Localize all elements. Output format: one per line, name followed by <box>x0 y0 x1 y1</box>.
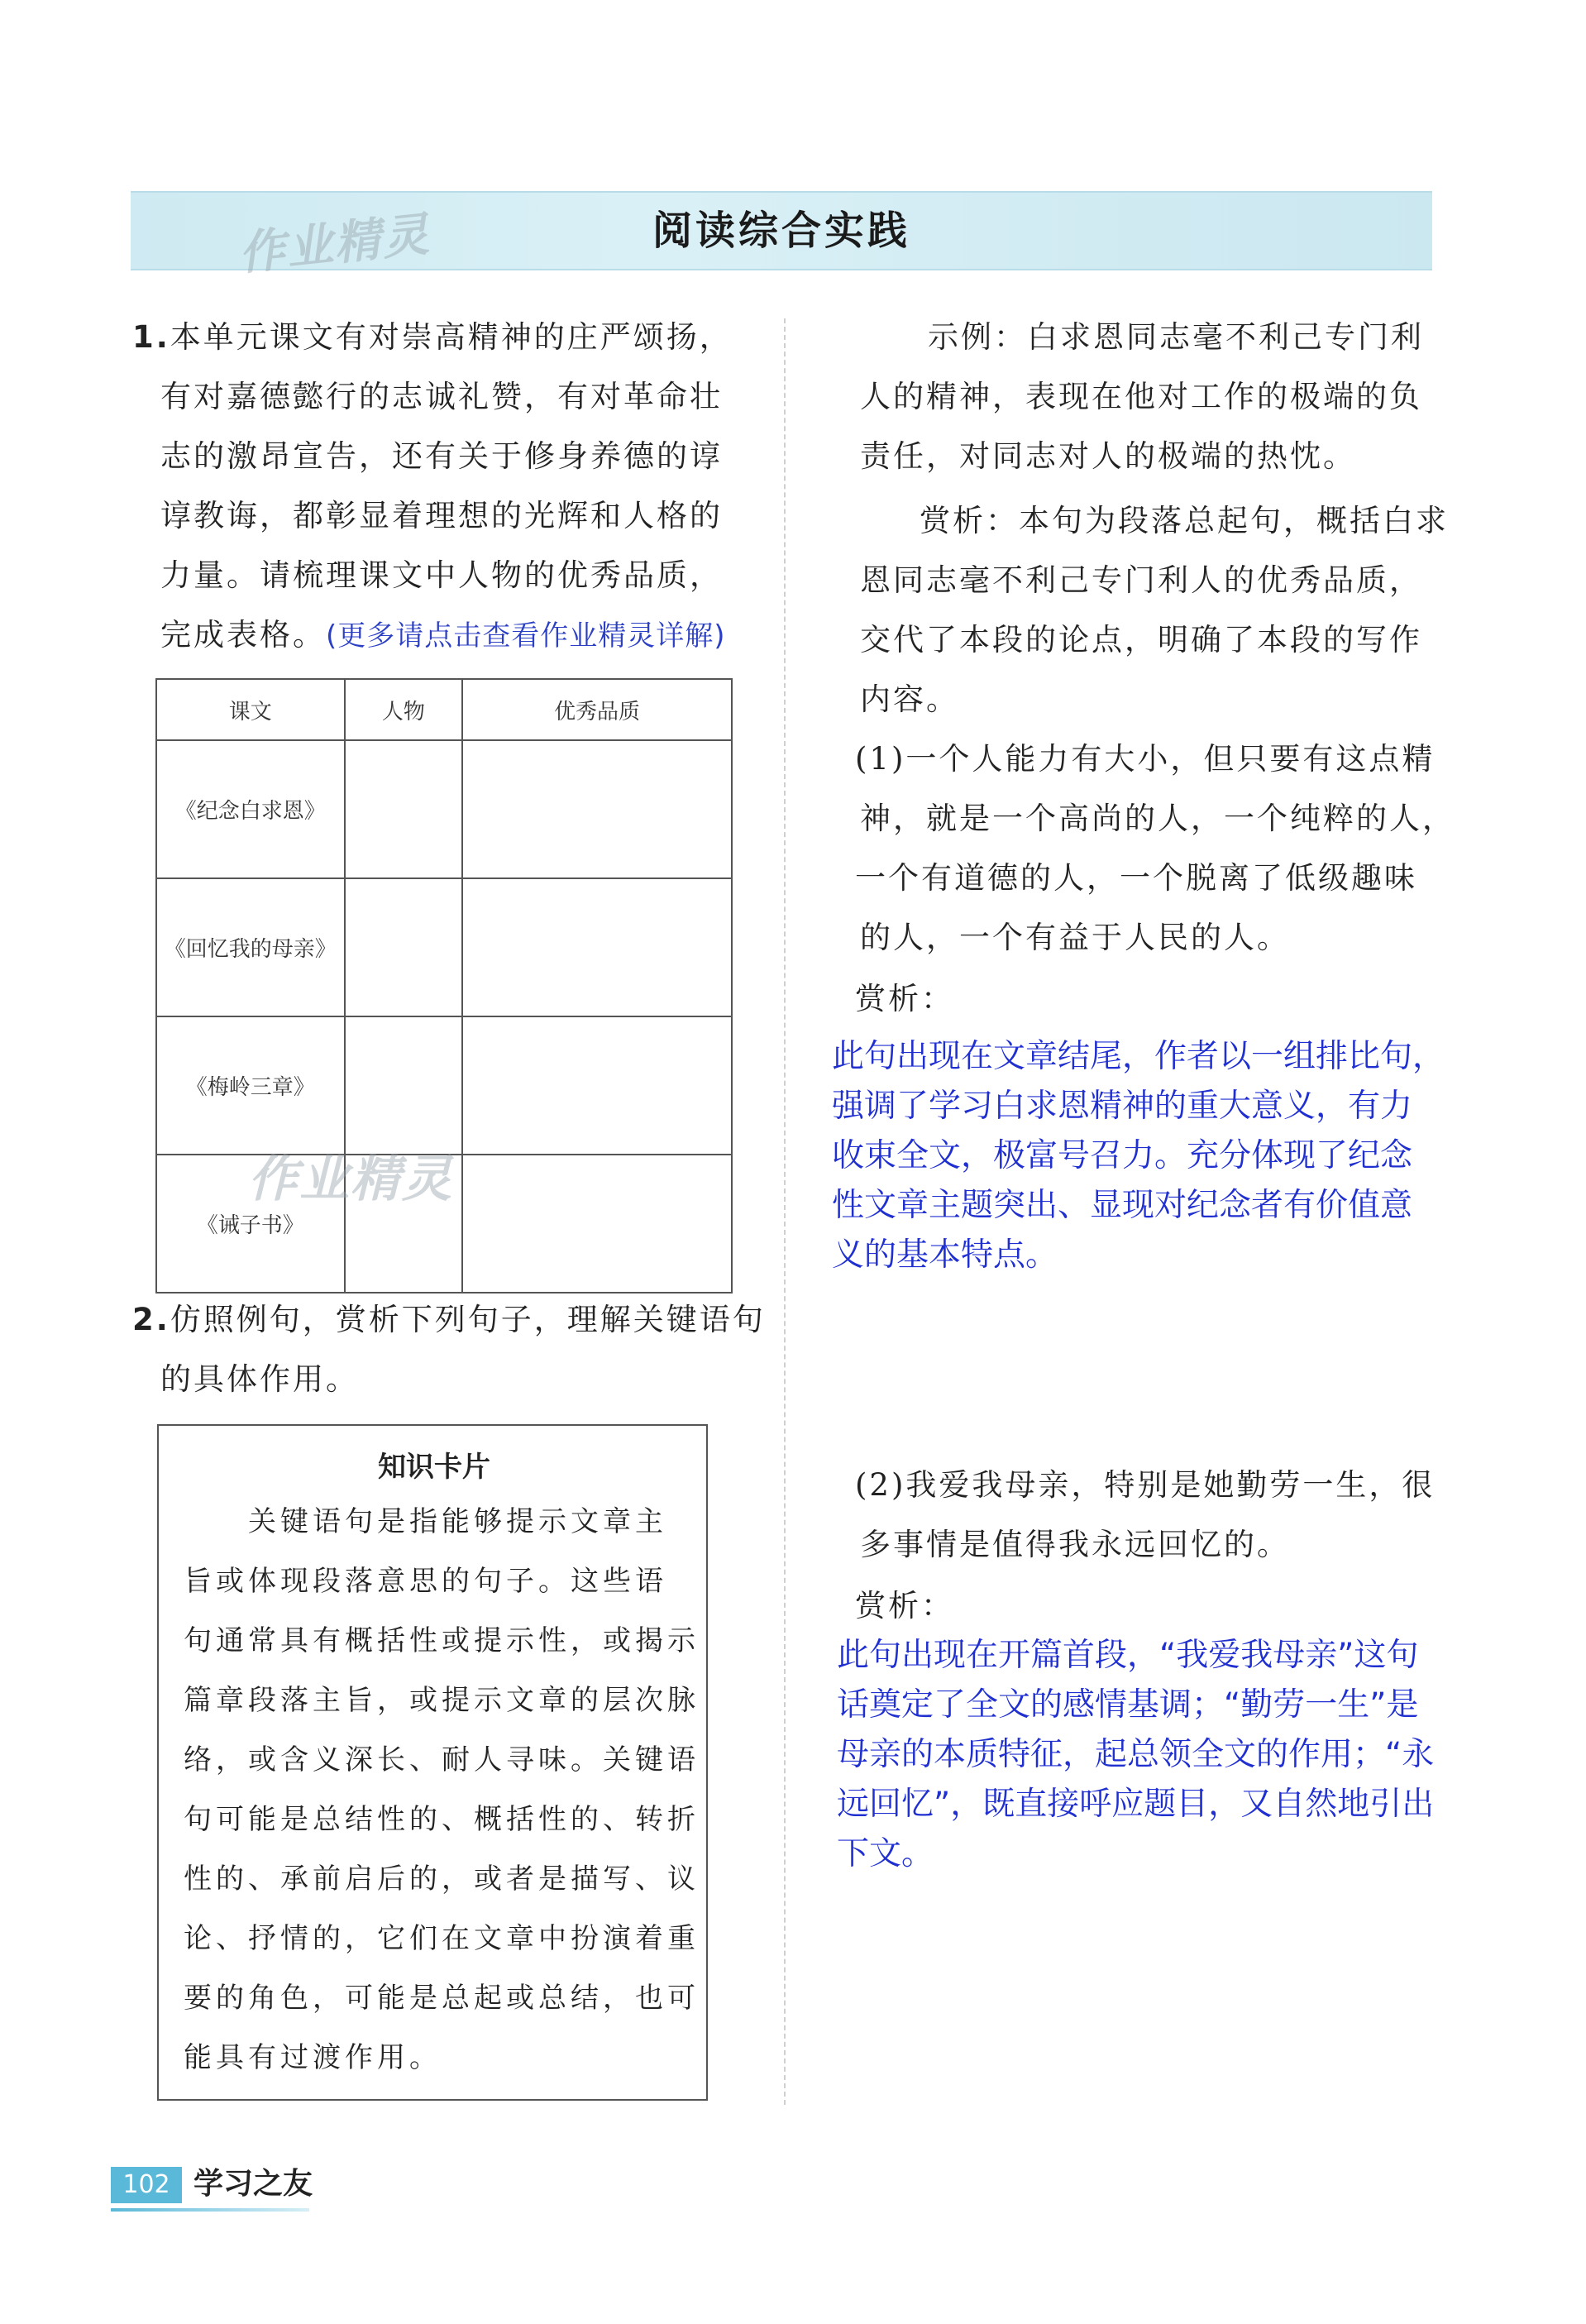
column-divider <box>784 318 786 2105</box>
knowledge-card-line: 关键语句是指能够提示文章主 <box>248 1505 667 1538</box>
page-title: 阅读综合实践 <box>652 208 910 254</box>
knowledge-card-line: 性的、承前启后的，或者是描写、议 <box>184 1863 700 1896</box>
item-2-line: (2)我爱我母亲，特别是她勤劳一生，很 <box>855 1467 1436 1503</box>
item-1-line: 一个有道德的人，一个脱离了低级趣味 <box>855 860 1417 896</box>
knowledge-card-line: 络，或含义深长、耐人寻味。关键语 <box>184 1743 700 1776</box>
brand-logo: 学习之友 <box>193 2166 313 2201</box>
answer-line: 此句出现在开篇首段，“我爱我母亲”这句 <box>837 1637 1419 1674</box>
section-banner <box>131 191 1432 281</box>
item-1-line: 的人，一个有益于人民的人。 <box>860 920 1290 955</box>
question-1-line: 志的激昂宣告，还有关于修身养德的谆 <box>160 438 723 474</box>
question-1-line: 力量。请梳理课文中人物的优秀品质， <box>160 557 723 593</box>
knowledge-card-line: 旨或体现段落意思的句子。这些语 <box>184 1565 667 1598</box>
table-cell-quality[interactable] <box>462 740 732 878</box>
example-analysis-line: 赏析：本句为段落总起句，概括白求 <box>920 503 1449 538</box>
table-row <box>156 740 732 878</box>
knowledge-card-line: 能具有过渡作用。 <box>184 2041 442 2074</box>
analysis-label: 赏析： <box>855 981 954 1016</box>
knowledge-card-line: 句可能是总结性的、概括性的、转折 <box>184 1803 700 1836</box>
knowledge-card-line: 篇章段落主旨，或提示文章的层次脉 <box>184 1684 700 1717</box>
question-1-number: 1. <box>132 319 170 355</box>
question-1-line: 完成表格。(更多请点击查看作业精灵详解) <box>160 617 726 653</box>
knowledge-card <box>157 1424 708 2101</box>
answer-line: 强调了学习白求恩精神的重大意义，有力 <box>832 1088 1413 1125</box>
watermark: 作业精灵 <box>236 208 433 281</box>
answer-line: 收束全文，极富号召力。充分体现了纪念 <box>832 1137 1413 1174</box>
answer-line: 此句出现在文章结尾，作者以一组排比句， <box>832 1038 1445 1075</box>
footer-rule <box>111 2208 309 2212</box>
table-header-row <box>156 679 732 740</box>
table-header-quality: 优秀品质 <box>462 679 732 740</box>
example-analysis-line: 恩同志毫不利己专门利人的优秀品质， <box>860 562 1422 598</box>
answer-line: 话奠定了全文的感情基调；“勤劳一生”是 <box>837 1686 1419 1724</box>
table-cell-text: 《诫子书》 <box>156 1155 345 1293</box>
watermark: 作业精灵 <box>248 1150 453 1208</box>
page-number: 102 <box>111 2167 182 2203</box>
example-analysis-line: 内容。 <box>860 681 959 717</box>
knowledge-card-line: 句通常具有概括性或提示性，或揭示 <box>184 1624 700 1657</box>
table-cell-person[interactable] <box>345 878 462 1016</box>
more-details-link[interactable]: (更多请点击查看作业精灵详解) <box>326 619 726 653</box>
answer-line: 母亲的本质特征，起总领全文的作用；“永 <box>837 1736 1435 1773</box>
table-header-text: 课文 <box>156 679 345 740</box>
example-analysis-line: 交代了本段的论点，明确了本段的写作 <box>860 622 1422 658</box>
knowledge-card-line: 要的角色，可能是总起或总结，也可 <box>184 1982 700 2015</box>
table-row <box>156 878 732 1016</box>
item-1-line: 神，就是一个高尚的人，一个纯粹的人， <box>860 801 1455 836</box>
example-line: 人的精神，表现在他对工作的极端的负 <box>860 379 1422 414</box>
table-header-person: 人物 <box>345 679 462 740</box>
analysis-label: 赏析： <box>855 1588 954 1623</box>
table-cell-quality[interactable] <box>462 878 732 1016</box>
table-cell-quality[interactable] <box>462 1155 732 1293</box>
question-2-line: 2.仿照例句，赏析下列句子，理解关键语句 <box>132 1302 766 1337</box>
knowledge-card-line: 论、抒情的，它们在文章中扮演着重 <box>184 1922 700 1955</box>
example-line: 责任，对同志对人的极端的热忱。 <box>860 438 1356 474</box>
table-cell-text: 《梅岭三章》 <box>156 1016 345 1155</box>
question-1-line: 有对嘉德懿行的志诚礼赞，有对革命壮 <box>160 379 723 414</box>
table-cell-person[interactable] <box>345 1016 462 1155</box>
item-2-line: 多事情是值得我永远回忆的。 <box>860 1527 1290 1562</box>
table-cell-quality[interactable] <box>462 1016 732 1155</box>
answer-line: 下文。 <box>837 1835 934 1872</box>
table-row <box>156 1016 732 1155</box>
question-1-line: 1.本单元课文有对崇高精神的庄严颂扬， <box>132 319 733 355</box>
table-cell-person[interactable] <box>345 740 462 878</box>
item-1-line: (1)一个人能力有大小，但只要有这点精 <box>855 741 1436 777</box>
answer-line: 远回忆”，既直接呼应题目，又自然地引出 <box>837 1786 1435 1823</box>
table-cell-text: 《回忆我的母亲》 <box>156 878 345 1016</box>
answer-line: 义的基本特点。 <box>832 1236 1058 1274</box>
question-2-number: 2. <box>132 1302 170 1337</box>
table-cell-text: 《纪念白求恩》 <box>156 740 345 878</box>
knowledge-card-title: 知识卡片 <box>378 1451 490 1484</box>
example-line: 示例：白求恩同志毫不利己专门利 <box>928 319 1424 355</box>
question-2-line: 的具体作用。 <box>160 1361 359 1397</box>
question-1-line: 谆教诲，都彰显着理想的光辉和人格的 <box>160 498 723 533</box>
answer-line: 性文章主题突出、显现对纪念者有价值意 <box>832 1187 1413 1224</box>
